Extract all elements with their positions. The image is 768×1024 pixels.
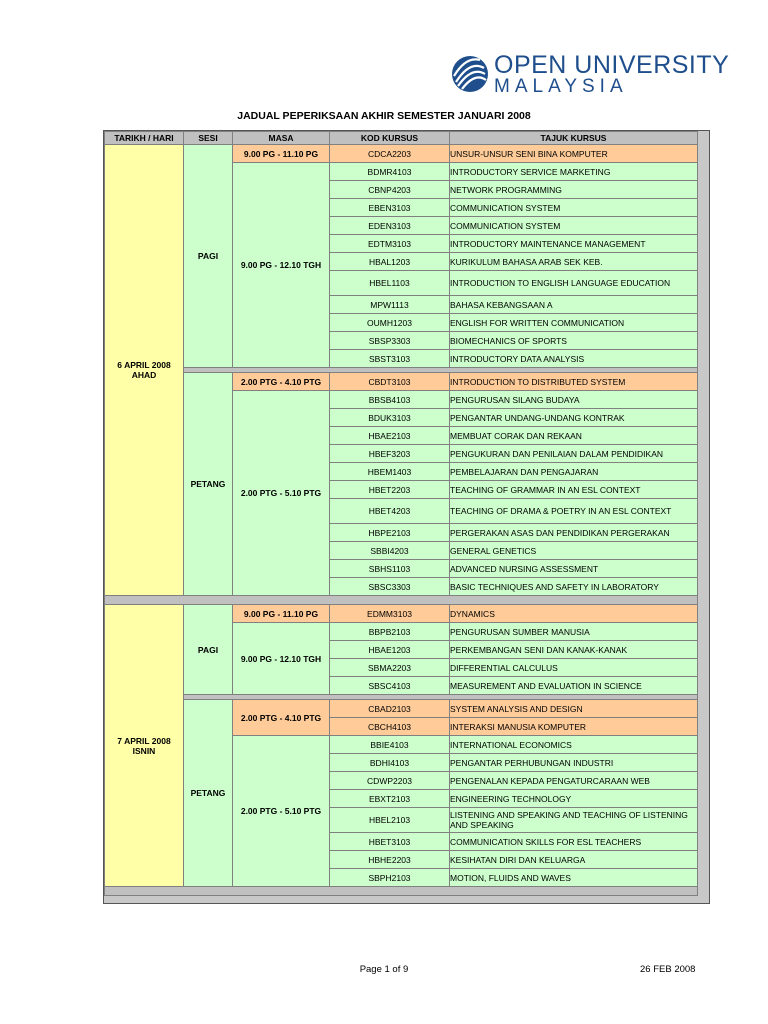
course-title: KURIKULUM BAHASA ARAB SEK KEB.: [450, 253, 698, 271]
course-title: ENGINEERING TECHNOLOGY: [450, 790, 698, 808]
course-code: SBSC4103: [330, 677, 450, 695]
course-code: HBAE2103: [330, 427, 450, 445]
course-code: EDMM3103: [330, 605, 450, 623]
course-code: HBEL1103: [330, 271, 450, 296]
table-row: [105, 700, 698, 718]
session-cell: PETANG: [184, 700, 233, 887]
course-title: PENGURUSAN SUMBER MANUSIA: [450, 623, 698, 641]
time-cell: 9.00 PG - 12.10 TGH: [233, 163, 330, 368]
course-title: INTERAKSI MANUSIA KOMPUTER: [450, 718, 698, 736]
course-title: KESIHATAN DIRI DAN KELUARGA: [450, 851, 698, 869]
date-label: 7 APRIL 2008: [117, 735, 171, 746]
course-code: BDHI4103: [330, 754, 450, 772]
course-code: MPW1113: [330, 296, 450, 314]
course-code: HBEF3203: [330, 445, 450, 463]
column-header: TARIKH / HARI: [105, 132, 184, 145]
university-logo: [450, 51, 730, 102]
column-header: KOD KURSUS: [330, 132, 450, 145]
course-title: COMMUNICATION SKILLS FOR ESL TEACHERS: [450, 833, 698, 851]
session-cell: PETANG: [184, 373, 233, 596]
course-code: SBBI4203: [330, 542, 450, 560]
course-title: PENGANTAR UNDANG-UNDANG KONTRAK: [450, 409, 698, 427]
course-code: SBHS1103: [330, 560, 450, 578]
table-row: [105, 145, 698, 163]
course-title: INTRODUCTION TO DISTRIBUTED SYSTEM: [450, 373, 698, 391]
course-code: CBDT3103: [330, 373, 450, 391]
course-code: SBSP3303: [330, 332, 450, 350]
course-title: TEACHING OF GRAMMAR IN AN ESL CONTEXT: [450, 481, 698, 499]
course-code: HBPE2103: [330, 524, 450, 542]
course-code: SBMA2203: [330, 659, 450, 677]
course-title: INTERNATIONAL ECONOMICS: [450, 736, 698, 754]
course-code: BDUK3103: [330, 409, 450, 427]
day-divider: [105, 887, 698, 896]
course-code: CDCA2203: [330, 145, 450, 163]
course-code: BDMR4103: [330, 163, 450, 181]
column-header: TAJUK KURSUS: [450, 132, 698, 145]
course-code: CBNP4203: [330, 181, 450, 199]
globe-icon: [450, 54, 490, 94]
course-title: LISTENING AND SPEAKING AND TEACHING OF LISTENING AND SPEAKING: [450, 808, 698, 833]
time-cell: 2.00 PTG - 4.10 PTG: [233, 373, 330, 391]
table-header-row: [105, 132, 698, 145]
course-code: BBSB4103: [330, 391, 450, 409]
logo-line1: OPEN UNIVERSITY: [494, 51, 730, 79]
course-code: SBST3103: [330, 350, 450, 368]
course-code: EDTM3103: [330, 235, 450, 253]
course-title: PENGENALAN KEPADA PENGATURCARAAN WEB: [450, 772, 698, 790]
course-code: CDWP2203: [330, 772, 450, 790]
day-divider: [105, 596, 698, 605]
time-cell: 9.00 PG - 11.10 PG: [233, 605, 330, 623]
schedule-table-frame: [103, 130, 710, 904]
logo-line2: MALAYSIA: [494, 76, 628, 97]
schedule-table: [104, 131, 698, 896]
date-label: 6 APRIL 2008: [117, 360, 171, 370]
course-code: HBAL1203: [330, 253, 450, 271]
course-code: SBSC3303: [330, 578, 450, 596]
course-title: ADVANCED NURSING ASSESSMENT: [450, 560, 698, 578]
course-title: DYNAMICS: [450, 605, 698, 623]
time-cell: 9.00 PG - 11.10 PG: [233, 145, 330, 163]
course-code: EDEN3103: [330, 217, 450, 235]
table-row: [105, 605, 698, 623]
course-title: COMMUNICATION SYSTEM: [450, 199, 698, 217]
course-code: HBAE1203: [330, 641, 450, 659]
date-cell: [105, 145, 184, 596]
weekday-label: ISNIN: [132, 745, 156, 756]
course-code: EBXT2103: [330, 790, 450, 808]
course-code: OUMH1203: [330, 314, 450, 332]
footer-date: 26 FEB 2008: [640, 964, 696, 975]
course-title: BASIC TECHNIQUES AND SAFETY IN LABORATORY: [450, 578, 698, 596]
course-title: BAHASA KEBANGSAAN A: [450, 296, 698, 314]
course-title: INTRODUCTION TO ENGLISH LANGUAGE EDUCATION: [450, 271, 698, 296]
course-title: GENERAL GENETICS: [450, 542, 698, 560]
course-title: PENGANTAR PERHUBUNGAN INDUSTRI: [450, 754, 698, 772]
course-title: PEMBELAJARAN DAN PENGAJARAN: [450, 463, 698, 481]
session-cell: PAGI: [184, 145, 233, 368]
course-title: MEMBUAT CORAK DAN REKAAN: [450, 427, 698, 445]
course-title: INTRODUCTORY DATA ANALYSIS: [450, 350, 698, 368]
course-title: PENGURUSAN SILANG BUDAYA: [450, 391, 698, 409]
course-title: INTRODUCTORY MAINTENANCE MANAGEMENT: [450, 235, 698, 253]
date-cell: [105, 605, 184, 887]
course-title: MEASUREMENT AND EVALUATION IN SCIENCE: [450, 677, 698, 695]
course-code: SBPH2103: [330, 869, 450, 887]
course-title: PERGERAKAN ASAS DAN PENDIDIKAN PERGERAKAN: [450, 524, 698, 542]
column-header: SESI: [184, 132, 233, 145]
course-title: COMMUNICATION SYSTEM: [450, 217, 698, 235]
course-code: EBEN3103: [330, 199, 450, 217]
course-code: HBET3103: [330, 833, 450, 851]
course-title: DIFFERENTIAL CALCULUS: [450, 659, 698, 677]
course-title: UNSUR-UNSUR SENI BINA KOMPUTER: [450, 145, 698, 163]
course-code: HBEL2103: [330, 808, 450, 833]
time-cell: 9.00 PG - 12.10 TGH: [233, 623, 330, 695]
course-code: HBET2203: [330, 481, 450, 499]
course-title: TEACHING OF DRAMA & POETRY IN AN ESL CONTEXT: [450, 499, 698, 524]
time-cell: 2.00 PTG - 5.10 PTG: [233, 736, 330, 887]
course-title: INTRODUCTORY SERVICE MARKETING: [450, 163, 698, 181]
course-code: HBEM1403: [330, 463, 450, 481]
document-title: JADUAL PEPERIKSAAN AKHIR SEMESTER JANUARI 2008: [237, 110, 531, 122]
course-title: PENGUKURAN DAN PENILAIAN DALAM PENDIDIKAN: [450, 445, 698, 463]
course-title: NETWORK PROGRAMMING: [450, 181, 698, 199]
table-row: [105, 373, 698, 391]
course-title: PERKEMBANGAN SENI DAN KANAK-KANAK: [450, 641, 698, 659]
page-number: Page 1 of 9: [359, 964, 409, 975]
time-cell: 2.00 PTG - 5.10 PTG: [233, 391, 330, 596]
course-code: CBCH4103: [330, 718, 450, 736]
column-header: MASA: [233, 132, 330, 145]
course-code: BBIE4103: [330, 736, 450, 754]
course-code: HBET4203: [330, 499, 450, 524]
course-title: BIOMECHANICS OF SPORTS: [450, 332, 698, 350]
course-title: MOTION, FLUIDS AND WAVES: [450, 869, 698, 887]
course-code: HBHE2203: [330, 851, 450, 869]
time-cell: 2.00 PTG - 4.10 PTG: [233, 700, 330, 736]
course-code: BBPB2103: [330, 623, 450, 641]
weekday-label: AHAD: [131, 370, 157, 380]
course-title: SYSTEM ANALYSIS AND DESIGN: [450, 700, 698, 718]
divider-cell: [105, 596, 698, 605]
course-title: ENGLISH FOR WRITTEN COMMUNICATION: [450, 314, 698, 332]
session-cell: PAGI: [184, 605, 233, 695]
course-code: CBAD2103: [330, 700, 450, 718]
divider-cell: [105, 887, 698, 896]
